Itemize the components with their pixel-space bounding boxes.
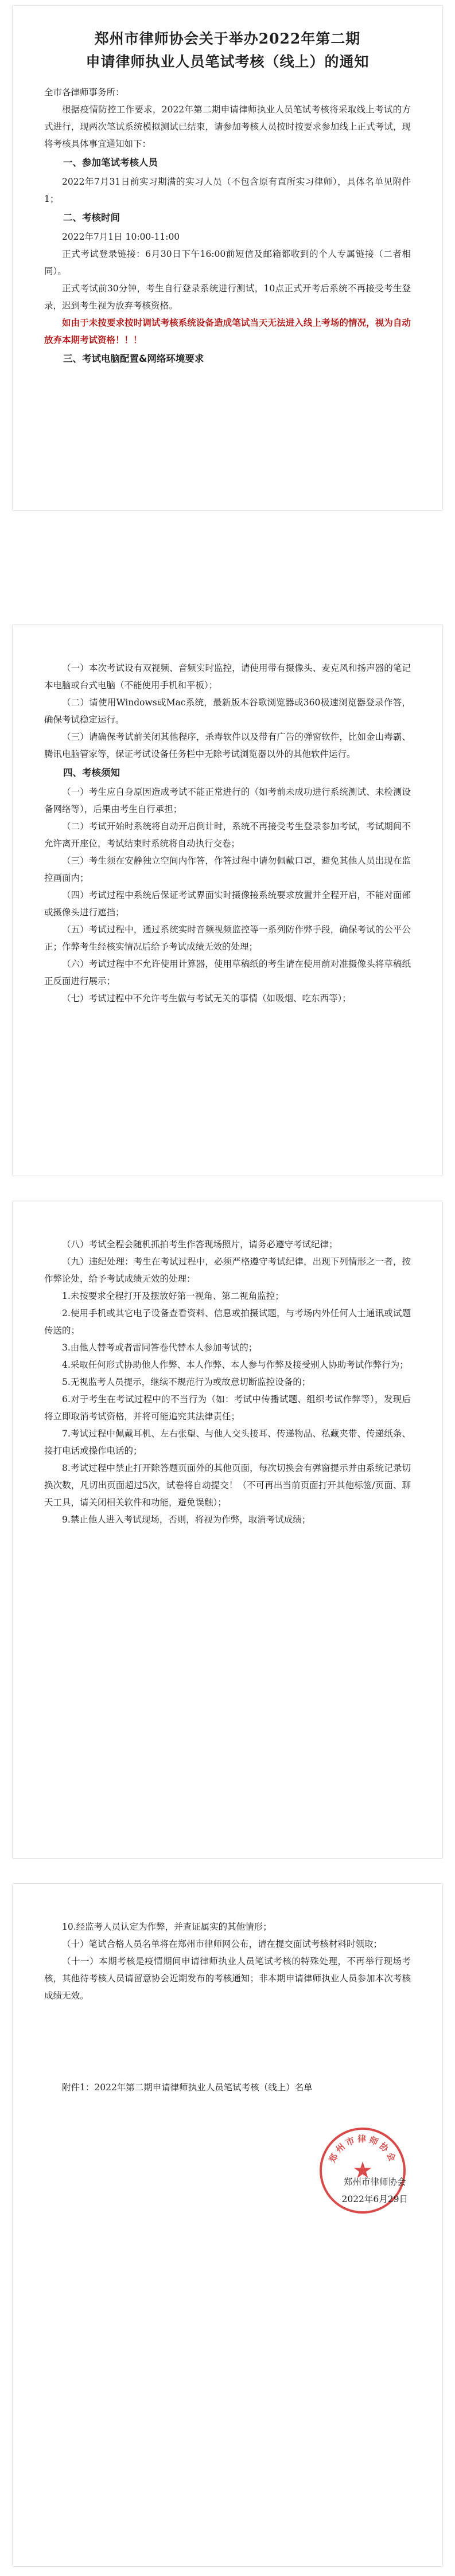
document-page-1 [13, 6, 442, 510]
violation-item: 7.考试过程中佩戴耳机、左右张望、与他人交头接耳、传递物品、私藏夹带、传递纸条、接打电话或操作电话的； [44, 1428, 411, 1456]
salutation: 全市各律师事务所： [44, 87, 125, 97]
page-2-content [44, 659, 411, 1007]
section-heading-2: 二、考核时间 [63, 212, 120, 223]
notice-item: （九）违纪处理：考生在考试过程中，必须严格遵守考试纪律，出现下列情形之一者，按作弊论处，给予考试成绩无效的处理： [44, 1256, 411, 1284]
signature-org: 郑州市律师协会 [343, 2177, 406, 2187]
requirement-item: （二）请使用Windows或Mac系统，最新版本谷歌浏览器或360极速浏览器登录作答，确保考试稳定运行。 [44, 697, 411, 725]
notice-item: （二）考试开始时系统将自动开启倒计时，系统不再接受考生登录参加考试，考试期间不允许离开座位，考试结束时系统将自动执行交卷； [44, 821, 411, 849]
violation-item: 3.由他人替考或者雷同答卷代替本人参加考试的； [62, 1342, 258, 1353]
notice-item: （四）考试过程中系统后保证考试界面实时摄像接系统要求放置并全程开启，不能对面部或摄像头进行遮挡； [44, 890, 411, 918]
signature-date: 2022年6月29日 [341, 2194, 408, 2204]
violation-item: 1.未按要求全程打开及摆放好第一视角、第二视角监控； [62, 1291, 284, 1301]
section-heading-4: 四、考核须知 [63, 767, 120, 778]
section-1-text: 2022年7月31日前实习期满的实习人员（不包含原有直所实习律师），具体名单见附件1； [44, 177, 411, 204]
attachment-line [44, 2079, 411, 2096]
violation-item: 5.无视监考人员提示，继续不规范行为或故意切断监控设备的； [62, 1377, 311, 1387]
violation-item: 10.经监考人员认定为作弊，并查证属实的其他情形； [62, 1922, 272, 1932]
section-heading-1: 一、参加笔试考核人员 [63, 157, 158, 168]
document-page-2 [13, 625, 442, 1176]
requirement-item: （一）本次考试设有双视频、音频实时监控，请使用带有摄像头、麦克风和扬声器的笔记本电脑或台式电脑（不能使用手机和平板）； [44, 663, 411, 690]
login-rule: 正式考试前30分钟，考生自行登录系统进行测试，10点正式开考后系统不再接受考生登录，迟到考生视为放弃考核资格。 [44, 283, 411, 311]
intro-paragraph: 根据疫情防控工作要求，2022年第二期申请律师执业人员笔试考核将采取线上考试的方式进行，现两次笔试系统模拟测试已结束，请参加考核人员按时按要求参加线上正式考试，现将考核具体事宜通知如下： [44, 104, 411, 149]
violation-item: 4.采取任何形式协助他人作弊、本人作弊、本人参与作弊及接受别人协助考试作弊行为； [62, 1360, 409, 1370]
violation-item: 2.使用手机或其它电子设备查看资料、信息或拍摄试题，与考场内外任何人士通讯或试题传送的； [44, 1308, 411, 1336]
page-4-content [44, 1918, 411, 2004]
login-link-notice: 正式考试登录链接：6月30日下午16:00前短信及邮箱都收到的个人专属链接（二者相同）。 [44, 249, 411, 276]
warning-notice: 如由于未按要求按时调试考核系统设备造成笔试当天无法进入线上考场的情况，视为自动放弃本期考试资格！！！ [44, 317, 411, 345]
violation-item: 6.对于考生在考试过程中的不当行为（如：考试中传播试题、组织考试作弊等），发现后将立即取消考试资格，并将可能追究其法律责任； [44, 1394, 411, 1422]
notice-item: （七）考试过程中不允许考生做与考试无关的事情（如吸烟、吃东西等）； [62, 993, 351, 1004]
section-heading-3: 三、考试电脑配置&网络环境要求 [63, 353, 204, 364]
title-line-2: 申请律师执业人员笔试考核（线上）的通知 [85, 53, 370, 70]
violation-item: 9.禁止他人进入考试现场，否则，将视为作弊，取消考试成绩； [62, 1515, 311, 1525]
requirement-item: （三）请确保考试前关闭其他程序，杀毒软件以及带有广告的弹窗软件，比如金山毒霸、腾讯电脑管家等，保证考试设备任务栏中无除考试浏览器以外的其他软件运行。 [44, 732, 411, 759]
exam-time: 2022年7月1日 10:00-11:00 [62, 232, 180, 242]
seal-star-icon: ★ [352, 2157, 373, 2184]
svg-text:郑州市律师协会 [327, 2134, 399, 2165]
attachment-text: 附件1：2022年第二期申请律师执业人员笔试考核（线上）名单 [62, 2082, 313, 2093]
notice-item: （五）考试过程中，通过系统实时音频视频监控等一系列防作弊手段，确保考试的公平公正；作弊考生经核实情况后给予考试成绩无效的处理； [44, 924, 411, 952]
violation-item: 8.考试过程中禁止打开除答题页面外的其他页面，每次切换会有弹窗提示并由系统记录切换次数，凡切出页面超过5次，试卷将自动提交！（不可再出当前页面打开其他标签/页面、聊天工具，请关闭相关软件和功能，避免误触）； [44, 1463, 411, 1508]
document-page-3 [13, 1201, 442, 1858]
document-page-4 [13, 1884, 442, 2566]
page-1-content [44, 28, 411, 369]
notice-item: （六）考试过程中不允许使用计算器，使用草稿纸的考生请在使用前对准摄像头将草稿纸正反面进行展示； [44, 959, 411, 986]
notice-item: （十一）本期考核是疫情期间申请律师执业人员笔试考核的特殊处理，不再举行现场考核，其他待考核人员请留意协会近期发布的考核通知；非本期申请律师执业人员参加本次考核成绩无效。 [44, 1956, 411, 2001]
notice-item: （三）考生须在安静独立空间内作答，作答过程中请勿佩戴口罩，避免其他人员出现在监控画面内； [44, 856, 411, 883]
signature-block [341, 2173, 408, 2208]
notice-item: （一）考生应自身原因造成考试不能正常进行的（如考前未成功进行系统测试、未检测设备网络等），后果由考生自行承担； [44, 787, 411, 814]
title-line-1: 郑州市律师协会关于举办2022年第二期 [94, 30, 361, 47]
notice-item: （八）考试全程会随机抓拍考生作答现场照片，请务必遵守考试纪律； [62, 1239, 338, 1250]
seal-text: 郑州市律师协会 [327, 2133, 399, 2165]
notice-item: （十）笔试合格人员名单将在郑州市律师网公布，请在提交面试考核材料时领取； [62, 1939, 383, 1949]
page-3-content [44, 1236, 411, 1528]
document-title [44, 28, 411, 73]
